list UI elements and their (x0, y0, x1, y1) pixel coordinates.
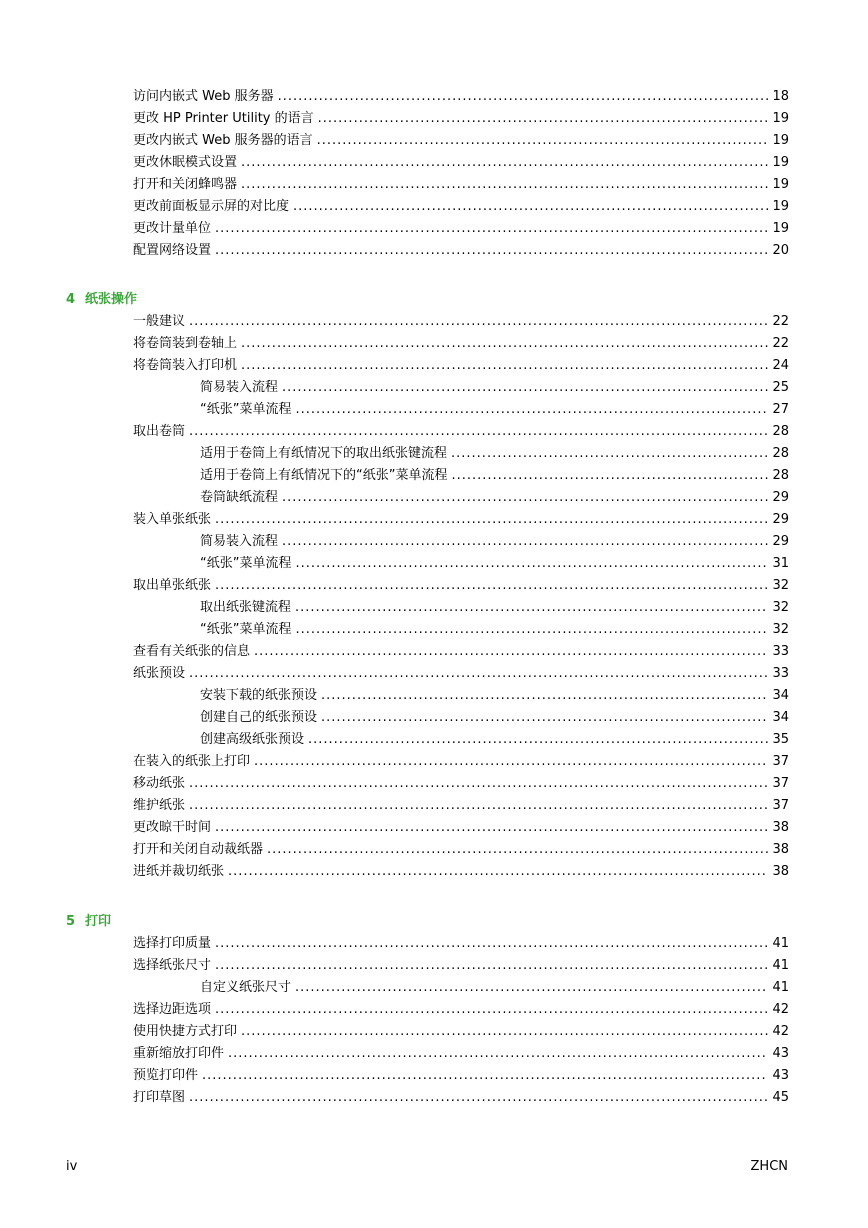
dot-leader (215, 935, 768, 953)
toc-entry[interactable] (133, 819, 789, 837)
dot-leader (215, 1001, 768, 1019)
toc-entry-title: 取出卷筒 (133, 424, 186, 439)
toc-entry-page-number: 19 (772, 221, 789, 236)
toc-entry-title: 更改晾干时间 (133, 820, 212, 835)
toc-entry-page-number: 19 (772, 177, 789, 192)
dot-leader (189, 423, 768, 441)
dot-leader (241, 335, 768, 353)
chapter-number: 4 (66, 292, 76, 307)
dot-leader (215, 220, 768, 238)
toc-entry[interactable] (133, 577, 789, 595)
toc-entry-title: 将卷筒装到卷轴上 (133, 336, 238, 351)
dot-leader (295, 621, 768, 639)
dot-leader (215, 511, 768, 529)
toc-entry[interactable] (133, 775, 789, 793)
dot-leader (254, 753, 768, 771)
dot-leader (282, 379, 768, 397)
dot-leader (189, 313, 768, 331)
toc-entry-page-number: 32 (772, 622, 789, 637)
dot-leader (278, 88, 769, 106)
toc-entry[interactable] (133, 176, 789, 194)
chapter-title: 纸张操作 (85, 292, 138, 307)
footer-locale: ZHCN (750, 1159, 788, 1174)
toc-entry-title: 创建自己的纸张预设 (200, 710, 318, 725)
toc-entry-title: 更改 HP Printer Utility 的语言 (133, 111, 314, 126)
toc-entry-page-number: 19 (772, 155, 789, 170)
footer-page-number: iv (66, 1159, 78, 1174)
dot-leader (215, 957, 768, 975)
toc-entry-title: 打开和关闭自动裁纸器 (133, 842, 264, 857)
dot-leader (295, 979, 768, 997)
toc-entry[interactable] (133, 313, 789, 331)
toc-entry[interactable] (133, 957, 789, 975)
toc-entry[interactable] (133, 1067, 789, 1085)
toc-entry-page-number: 19 (772, 199, 789, 214)
toc-entry-title: 装入单张纸张 (133, 512, 212, 527)
toc-entry-title: 安装下载的纸张预设 (200, 688, 318, 703)
toc-entry-title: 进纸并裁切纸张 (133, 864, 225, 879)
toc-entry-page-number: 33 (772, 666, 789, 681)
toc-entry-title: 选择打印质量 (133, 936, 212, 951)
toc-entry[interactable] (200, 687, 789, 705)
toc-entry-page-number: 33 (772, 644, 789, 659)
toc-entry-title: 取出纸张键流程 (200, 600, 292, 615)
toc-entry-page-number: 43 (772, 1068, 789, 1083)
toc-entry[interactable] (133, 797, 789, 815)
toc-entry-page-number: 41 (772, 980, 789, 995)
toc-entry-page-number: 42 (772, 1002, 789, 1017)
dot-leader (189, 665, 768, 683)
toc-entry[interactable] (200, 533, 789, 551)
toc-entry-title: 将卷筒装入打印机 (133, 358, 238, 373)
toc-entry-title: 重新缩放打印件 (133, 1046, 225, 1061)
toc-entry-page-number: 37 (772, 798, 789, 813)
dot-leader (295, 401, 768, 419)
toc-entry-title: 选择边距选项 (133, 1002, 212, 1017)
chapter-title: 打印 (85, 914, 112, 929)
toc-entry-page-number: 24 (772, 358, 789, 373)
toc-entry-page-number: 28 (772, 468, 789, 483)
toc-entry[interactable] (133, 132, 789, 150)
toc-entry-title: 适用于卷筒上有纸情况下的“纸张”菜单流程 (200, 468, 448, 483)
toc-entry[interactable] (133, 154, 789, 172)
toc-entry-title: 选择纸张尺寸 (133, 958, 212, 973)
toc-entry-page-number: 41 (772, 958, 789, 973)
toc-entry-page-number: 28 (772, 424, 789, 439)
dot-leader (228, 1045, 768, 1063)
dot-leader (254, 643, 768, 661)
dot-leader (282, 489, 768, 507)
chapter-heading-4[interactable] (66, 291, 137, 309)
toc-entry-page-number: 42 (772, 1024, 789, 1039)
toc-entry[interactable] (133, 753, 789, 771)
dot-leader (317, 132, 769, 150)
toc-entry-page-number: 25 (772, 380, 789, 395)
toc-entry-title: “纸张”菜单流程 (200, 402, 292, 417)
toc-entry-title: 自定义纸张尺寸 (200, 980, 292, 995)
toc-entry-title: “纸张”菜单流程 (200, 622, 292, 637)
toc-entry-page-number: 28 (772, 446, 789, 461)
toc-entry-title: “纸张”菜单流程 (200, 556, 292, 571)
dot-leader (267, 841, 768, 859)
toc-entry[interactable] (133, 88, 789, 106)
toc-entry-title: 查看有关纸张的信息 (133, 644, 251, 659)
toc-entry[interactable] (133, 1089, 789, 1107)
toc-entry-page-number: 22 (772, 314, 789, 329)
toc-entry-title: 适用于卷筒上有纸情况下的取出纸张键流程 (200, 446, 448, 461)
toc-entry[interactable] (133, 511, 789, 529)
dot-leader (215, 577, 768, 595)
dot-leader (215, 819, 768, 837)
toc-entry-title: 卷筒缺纸流程 (200, 490, 279, 505)
toc-entry-title: 打开和关闭蜂鸣器 (133, 177, 238, 192)
dot-leader (189, 1089, 768, 1107)
toc-entry[interactable] (200, 379, 789, 397)
toc-entry-title: 更改内嵌式 Web 服务器的语言 (133, 133, 313, 148)
toc-entry-title: 维护纸张 (133, 798, 186, 813)
toc-entry[interactable] (133, 198, 789, 216)
toc-entry-page-number: 27 (772, 402, 789, 417)
toc-entry[interactable] (133, 1001, 789, 1019)
toc-entry-title: 创建高级纸张预设 (200, 732, 305, 747)
toc-entry[interactable] (133, 423, 789, 441)
toc-entry-title: 访问内嵌式 Web 服务器 (133, 89, 274, 104)
toc-entry[interactable] (133, 841, 789, 859)
toc-entry-page-number: 31 (772, 556, 789, 571)
toc-entry-page-number: 41 (772, 936, 789, 951)
chapter-number: 5 (66, 914, 76, 929)
dot-leader (295, 555, 768, 573)
toc-entry-title: 在装入的纸张上打印 (133, 754, 251, 769)
dot-leader (241, 176, 768, 194)
toc-entry-page-number: 29 (772, 512, 789, 527)
toc-entry[interactable] (133, 665, 789, 683)
toc-entry[interactable] (200, 731, 789, 749)
toc-entry-page-number: 35 (772, 732, 789, 747)
dot-leader (189, 797, 768, 815)
toc-entry-page-number: 34 (772, 688, 789, 703)
toc-entry[interactable] (200, 401, 789, 419)
toc-entry[interactable] (133, 935, 789, 953)
toc-entry-page-number: 32 (772, 578, 789, 593)
toc-entry[interactable] (200, 489, 789, 507)
toc-entry[interactable] (200, 467, 789, 485)
toc-entry-page-number: 45 (772, 1090, 789, 1105)
toc-entry[interactable] (200, 599, 789, 617)
dot-leader (282, 533, 768, 551)
dot-leader (308, 731, 768, 749)
dot-leader (241, 154, 768, 172)
dot-leader (321, 709, 768, 727)
dot-leader (451, 445, 768, 463)
toc-entry[interactable] (200, 979, 789, 997)
dot-leader (241, 1023, 768, 1041)
toc-entry-page-number: 19 (772, 133, 789, 148)
dot-leader (451, 467, 768, 485)
toc-entry[interactable] (133, 357, 789, 375)
toc-entry-title: 取出单张纸张 (133, 578, 212, 593)
toc-entry[interactable] (133, 220, 789, 238)
toc-entry[interactable] (133, 335, 789, 353)
toc-entry[interactable] (133, 110, 789, 128)
dot-leader (215, 242, 768, 260)
toc-entry-page-number: 38 (772, 864, 789, 879)
toc-entry[interactable] (200, 555, 789, 573)
toc-entry-page-number: 37 (772, 776, 789, 791)
dot-leader (321, 687, 768, 705)
toc-entry-page-number: 19 (772, 111, 789, 126)
toc-entry-page-number: 29 (772, 490, 789, 505)
toc-entry-page-number: 38 (772, 842, 789, 857)
toc-entry-title: 简易装入流程 (200, 534, 279, 549)
toc-entry-title: 使用快捷方式打印 (133, 1024, 238, 1039)
toc-entry-title: 一般建议 (133, 314, 186, 329)
toc-entry-page-number: 38 (772, 820, 789, 835)
toc-entry[interactable] (200, 445, 789, 463)
toc-entry-title: 更改休眠模式设置 (133, 155, 238, 170)
toc-entry-title: 简易装入流程 (200, 380, 279, 395)
toc-entry[interactable] (200, 709, 789, 727)
toc-entry-title: 移动纸张 (133, 776, 186, 791)
toc-entry[interactable] (133, 242, 789, 260)
dot-leader (202, 1067, 768, 1085)
toc-entry-page-number: 43 (772, 1046, 789, 1061)
toc-entry[interactable] (133, 863, 789, 881)
toc-entry-title: 更改前面板显示屏的对比度 (133, 199, 290, 214)
dot-leader (293, 198, 768, 216)
toc-entry-page-number: 18 (772, 89, 789, 104)
toc-entry[interactable] (200, 621, 789, 639)
dot-leader (318, 110, 769, 128)
toc-entry-title: 更改计量单位 (133, 221, 212, 236)
toc-entry-page-number: 32 (772, 600, 789, 615)
dot-leader (295, 599, 768, 617)
toc-entry-page-number: 29 (772, 534, 789, 549)
toc-entry-page-number: 34 (772, 710, 789, 725)
dot-leader (241, 357, 768, 375)
toc-entry[interactable] (133, 1023, 789, 1041)
toc-entry-page-number: 37 (772, 754, 789, 769)
toc-entry-title: 预览打印件 (133, 1068, 199, 1083)
toc-entry-page-number: 22 (772, 336, 789, 351)
chapter-heading-5[interactable] (66, 913, 111, 931)
toc-entry[interactable] (133, 1045, 789, 1063)
dot-leader (189, 775, 768, 793)
toc-entry[interactable] (133, 643, 789, 661)
toc-entry-title: 配置网络设置 (133, 243, 212, 258)
toc-entry-title: 纸张预设 (133, 666, 186, 681)
toc-entry-page-number: 20 (772, 243, 789, 258)
toc-entry-title: 打印草图 (133, 1090, 186, 1105)
dot-leader (228, 863, 768, 881)
